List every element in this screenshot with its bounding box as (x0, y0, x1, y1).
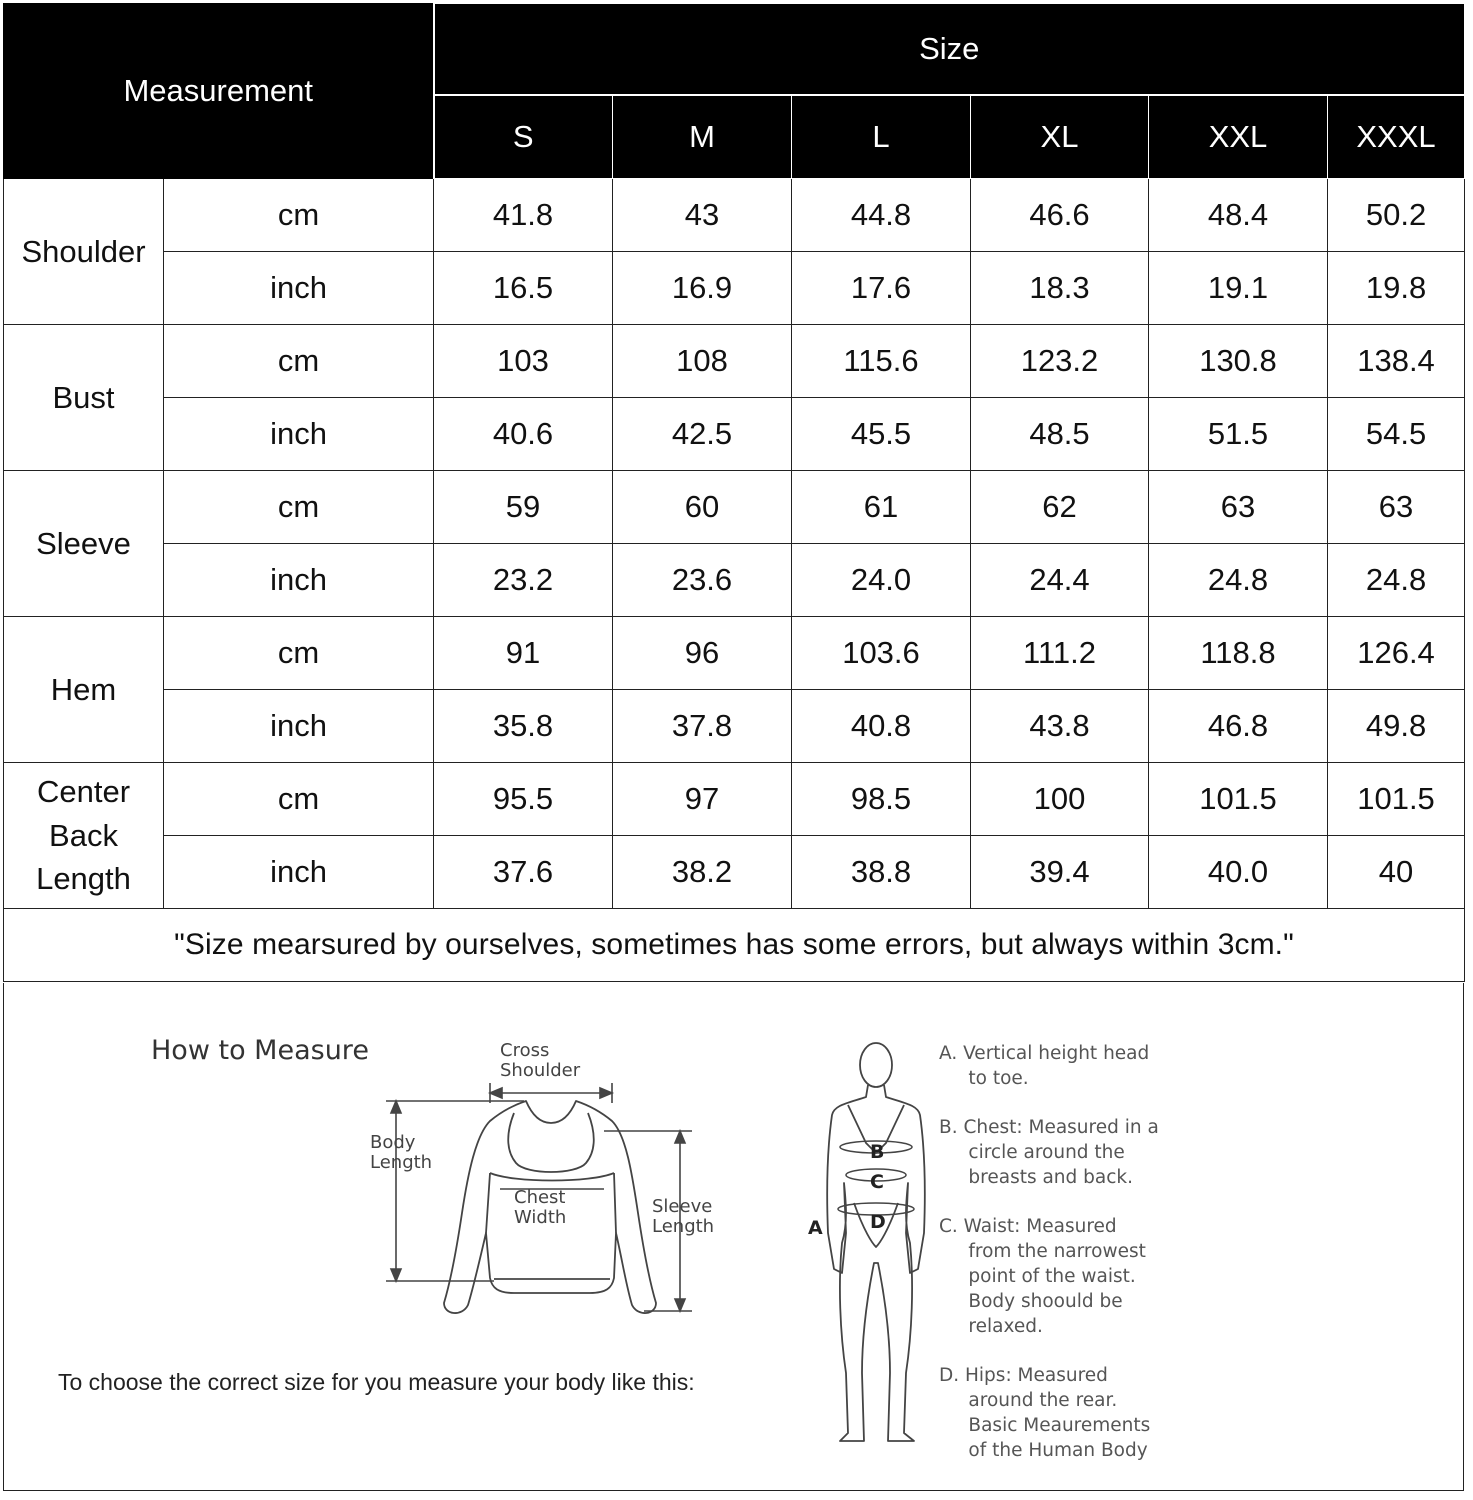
value-cell: 19.8 (1328, 252, 1465, 325)
value-cell: 40 (1328, 836, 1465, 909)
table-row (4, 836, 1465, 909)
legend-item (939, 1363, 1159, 1463)
value-cell: 16.9 (613, 252, 792, 325)
value-cell: 40.6 (434, 398, 613, 471)
value-cell: 103 (434, 325, 613, 398)
value-cell: 101.5 (1328, 763, 1465, 836)
value-cell: 101.5 (1149, 763, 1328, 836)
measurement-note: "Size mearsured by ourselves, sometimes has some errors, but always within 3cm." (4, 909, 1465, 982)
value-cell: 37.6 (434, 836, 613, 909)
value-cell: 24.4 (971, 544, 1149, 617)
value-cell: 44.8 (792, 179, 971, 252)
value-cell: 98.5 (792, 763, 971, 836)
value-cell: 126.4 (1328, 617, 1465, 690)
size-header-cell: S (434, 95, 613, 179)
value-cell: 63 (1149, 471, 1328, 544)
value-cell: 62 (971, 471, 1149, 544)
size-chart (3, 3, 1464, 1491)
how-to-measure-title: How to Measure (151, 1035, 369, 1066)
value-cell: 50.2 (1328, 179, 1465, 252)
unit-cell: inch (164, 690, 434, 763)
value-cell: 49.8 (1328, 690, 1465, 763)
size-header-cell: L (792, 95, 971, 179)
value-cell: 100 (971, 763, 1149, 836)
value-cell: 48.5 (971, 398, 1149, 471)
legend-line: D. Hips: Measured (939, 1365, 1108, 1386)
legend-line: around the rear. (939, 1390, 1118, 1411)
value-cell: 138.4 (1328, 325, 1465, 398)
value-cell: 24.8 (1149, 544, 1328, 617)
value-cell: 40.0 (1149, 836, 1328, 909)
legend-line: A. Vertical height head (939, 1043, 1150, 1064)
legend-line: Body shoould be (939, 1291, 1123, 1312)
table-row (4, 179, 1465, 252)
size-header-cell: XL (971, 95, 1149, 179)
value-cell: 24.0 (792, 544, 971, 617)
note-row (4, 909, 1465, 982)
legend-line: relaxed. (939, 1316, 1043, 1337)
value-cell: 45.5 (792, 398, 971, 471)
value-cell: 95.5 (434, 763, 613, 836)
value-cell: 38.2 (613, 836, 792, 909)
table-row (4, 252, 1465, 325)
unit-cell: cm (164, 471, 434, 544)
size-header-cell: M (613, 95, 792, 179)
legend-line: circle around the (939, 1142, 1125, 1163)
unit-cell: inch (164, 398, 434, 471)
chest-width-label: Chest Width (514, 1187, 567, 1228)
legend-line: Basic Meaurements (939, 1415, 1151, 1436)
value-cell: 46.6 (971, 179, 1149, 252)
category-line: Back (49, 817, 118, 853)
value-cell: 23.6 (613, 544, 792, 617)
value-cell: 16.5 (434, 252, 613, 325)
value-cell: 46.8 (1149, 690, 1328, 763)
value-cell: 130.8 (1149, 325, 1328, 398)
legend-line: C. Waist: Measured (939, 1216, 1117, 1237)
legend-line: point of the waist. (939, 1266, 1136, 1287)
body-letter-b: B (870, 1141, 885, 1163)
legend-line: B. Chest: Measured in a (939, 1117, 1159, 1138)
measurement-category: Sleeve (4, 471, 164, 617)
value-cell: 60 (613, 471, 792, 544)
body-length-label: Body Length (370, 1132, 433, 1173)
unit-cell: cm (164, 325, 434, 398)
value-cell: 42.5 (613, 398, 792, 471)
unit-cell: cm (164, 179, 434, 252)
table-row (4, 763, 1465, 836)
category-line: Length (36, 861, 131, 897)
value-cell: 19.1 (1149, 252, 1328, 325)
legend-item (939, 1214, 1159, 1339)
value-cell: 40.8 (792, 690, 971, 763)
legend-line: breasts and back. (939, 1167, 1134, 1188)
value-cell: 48.4 (1149, 179, 1328, 252)
instruction-text: To choose the correct size for you measure your body like this: (58, 1369, 695, 1395)
value-cell: 61 (792, 471, 971, 544)
measurement-category (4, 763, 164, 909)
unit-cell: inch (164, 544, 434, 617)
measurement-category: Hem (4, 617, 164, 763)
size-header-cell: XXL (1149, 95, 1328, 179)
legend-item (939, 1041, 1159, 1091)
value-cell: 63 (1328, 471, 1465, 544)
unit-cell: inch (164, 252, 434, 325)
value-cell: 24.8 (1328, 544, 1465, 617)
value-cell: 38.8 (792, 836, 971, 909)
measurement-header: Measurement (4, 4, 434, 179)
value-cell: 43 (613, 179, 792, 252)
body-letter-a: A (808, 1217, 823, 1239)
table-row (4, 617, 1465, 690)
unit-cell: inch (164, 836, 434, 909)
legend-line: from the narrowest (939, 1241, 1146, 1262)
value-cell: 115.6 (792, 325, 971, 398)
value-cell: 37.8 (613, 690, 792, 763)
unit-cell: cm (164, 617, 434, 690)
cross-shoulder-label: Cross Shoulder (500, 1040, 581, 1081)
measurement-category: Bust (4, 325, 164, 471)
category-line: Center (36, 774, 131, 810)
value-cell: 96 (613, 617, 792, 690)
measurement-category: Shoulder (4, 179, 164, 325)
table-row (4, 398, 1465, 471)
value-cell: 118.8 (1149, 617, 1328, 690)
value-cell: 111.2 (971, 617, 1149, 690)
legend-item (939, 1115, 1159, 1190)
value-cell: 108 (613, 325, 792, 398)
body-letter-d: D (870, 1211, 886, 1233)
value-cell: 97 (613, 763, 792, 836)
value-cell: 123.2 (971, 325, 1149, 398)
size-header: Size (434, 4, 1465, 95)
value-cell: 91 (434, 617, 613, 690)
legend-line: to toe. (939, 1068, 1029, 1089)
value-cell: 23.2 (434, 544, 613, 617)
value-cell: 51.5 (1149, 398, 1328, 471)
measurement-legend (939, 1041, 1159, 1487)
value-cell: 43.8 (971, 690, 1149, 763)
value-cell: 39.4 (971, 836, 1149, 909)
table-row (4, 471, 1465, 544)
value-cell: 17.6 (792, 252, 971, 325)
value-cell: 18.3 (971, 252, 1149, 325)
body-figure-diagram (804, 1033, 934, 1453)
value-cell: 41.8 (434, 179, 613, 252)
body-letter-c: C (870, 1171, 884, 1193)
how-to-measure-section (3, 983, 1464, 1491)
table-row (4, 690, 1465, 763)
legend-line: of the Human Body (939, 1440, 1148, 1461)
value-cell: 103.6 (792, 617, 971, 690)
value-cell: 54.5 (1328, 398, 1465, 471)
sleeve-length-label: Sleeve Length (652, 1196, 715, 1237)
unit-cell: cm (164, 763, 434, 836)
value-cell: 59 (434, 471, 613, 544)
value-cell: 35.8 (434, 690, 613, 763)
size-header-cell: XXXL (1328, 95, 1465, 179)
table-row (4, 325, 1465, 398)
size-table (3, 3, 1465, 982)
table-row (4, 544, 1465, 617)
